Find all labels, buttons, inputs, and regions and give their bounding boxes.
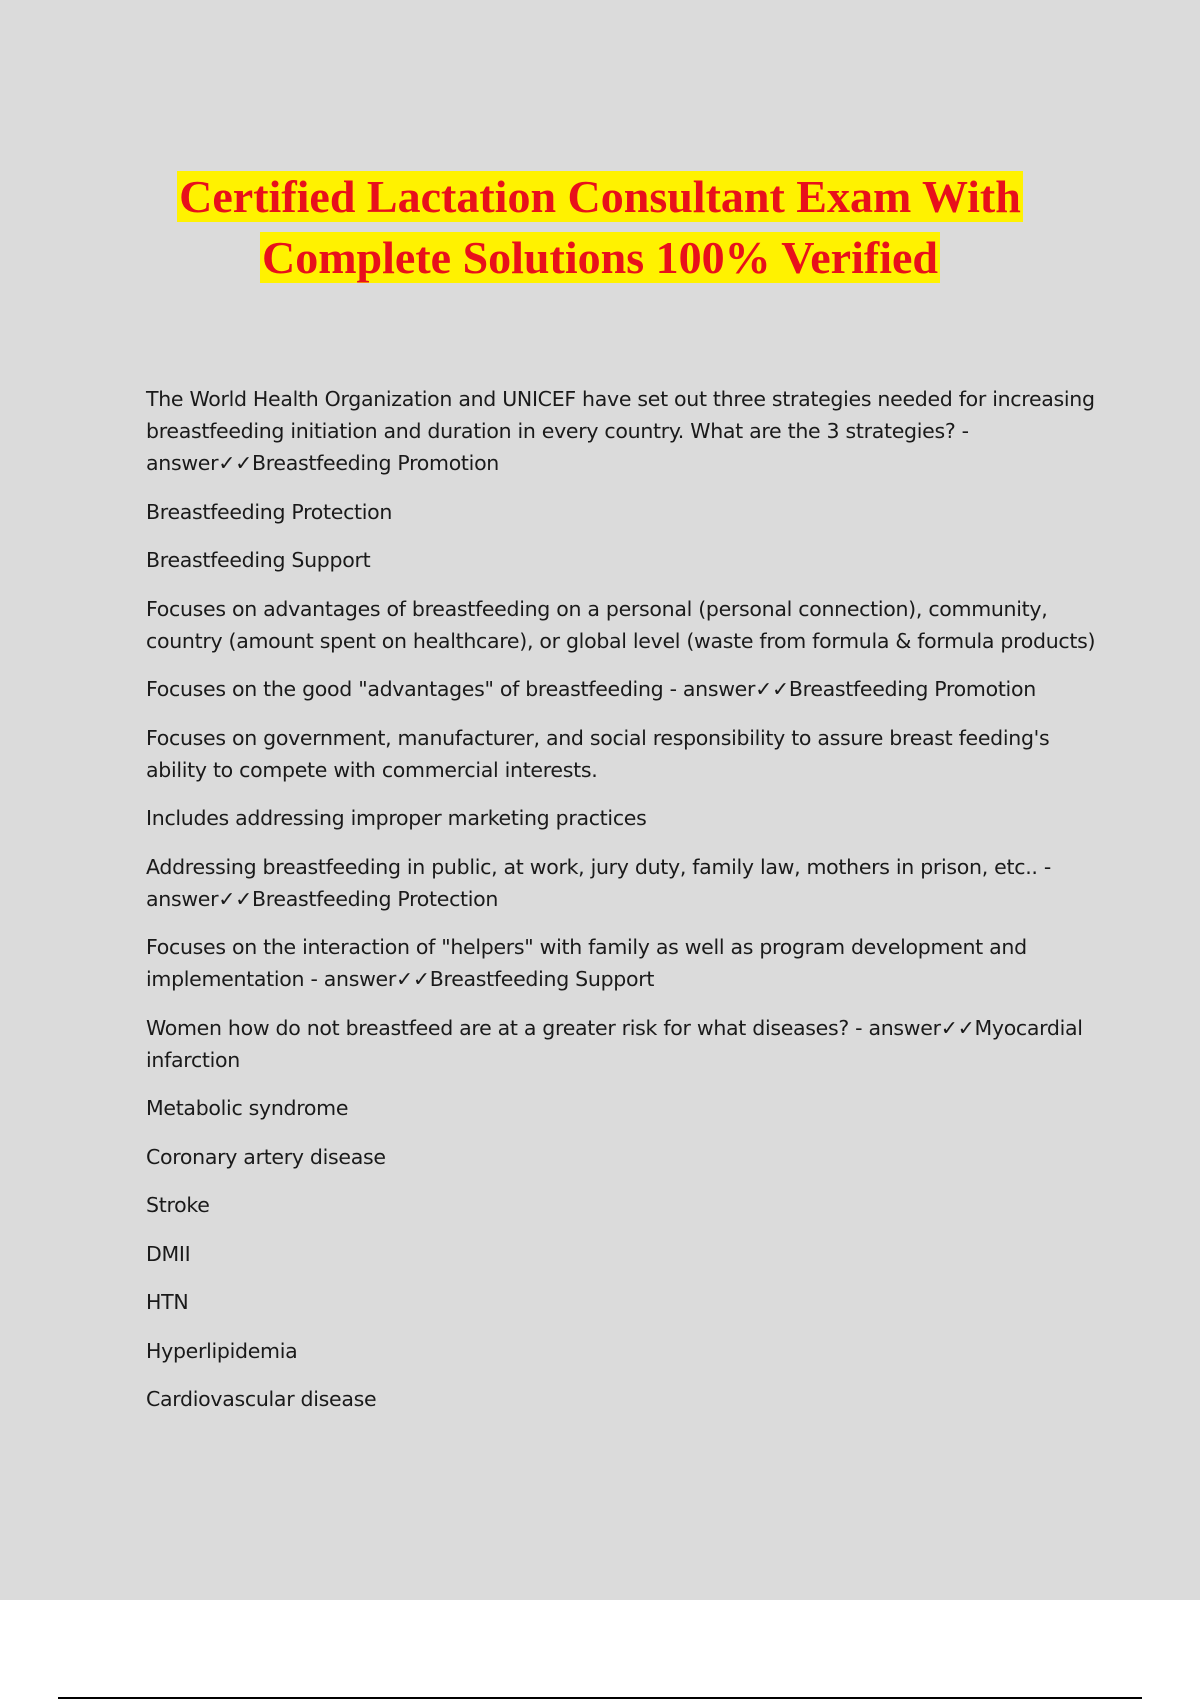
paragraph: HTN [146,1290,189,1314]
paragraph: Focuses on government, manufacturer, and social responsibility to assure breast feeding's ability to compete with commercial interests. [146,725,1050,782]
page-divider [58,1697,1142,1699]
paragraph: Stroke [146,1193,210,1217]
document-body [146,383,1096,1432]
document-title [0,166,1200,288]
paragraph: Metabolic syndrome [146,1096,349,1120]
paragraph: Hyperlipidemia [146,1338,298,1363]
paragraph: Focuses on the good "advantages" of breastfeeding - answer✓✓Breastfeeding Promotion [146,677,1036,701]
paragraph: Includes addressing improper marketing practices [146,806,647,830]
paragraph: Breastfeeding Protection [146,499,393,524]
paragraph: Women how do not breastfeed are at a greater risk for what diseases? - answer✓✓Myocardial infarction [146,1015,1083,1072]
paragraph: Addressing breastfeeding in public, at work, jury duty, family law, mothers in prison, etc.. - answer✓✓Breastfeeding Protection [146,854,1051,911]
paragraph: Cardiovascular disease [146,1387,377,1411]
paragraph: Breastfeeding Support [146,548,371,572]
paragraph: Focuses on the interaction of "helpers" with family as well as program development and implementation - answer✓✓Breastfeeding Support [146,935,1027,991]
paragraph: Focuses on advantages of breastfeeding on a personal (personal connection), community, country (amount spent on healthcare), or global level (waste from formula & formula products) [146,596,1096,653]
paragraph: DMII [146,1241,191,1266]
paragraph: Coronary artery disease [146,1144,386,1169]
title-line-1: Certified Lactation Consultant Exam With [179,171,1021,222]
title-line-2: Complete Solutions 100% Verified [262,232,938,283]
paragraph: The World Health Organization and UNICEF have set out three strategies needed for increasing breastfeeding initiation and duration in every country. What are the 3 strategies? - answer✓✓Breastfeeding Promotion [146,387,1095,475]
